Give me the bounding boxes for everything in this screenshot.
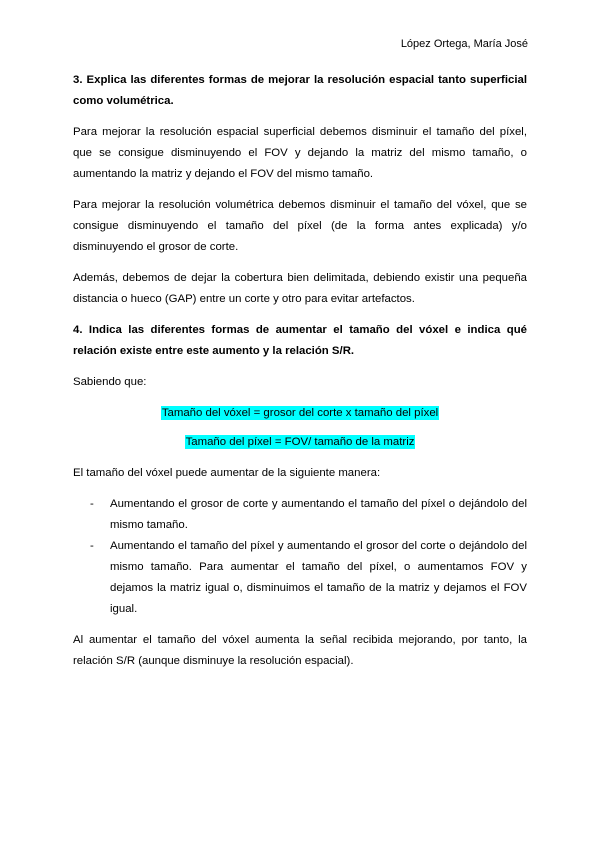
formula-pixel-row <box>73 432 527 453</box>
list-item <box>73 494 527 536</box>
list-dash: - <box>90 540 94 552</box>
list-item-text: Aumentando el tamaño del píxel y aumentando el grosor del corte o dejándolo del mismo tamaño. Para aumentar el tamaño del píxel, o aumentamos FOV y dejamos la matriz igual o, disminuimos el tamaño de la matriz y dejamos el FOV igual. <box>110 540 527 615</box>
list-item-text: Aumentando el grosor de corte y aumentando el tamaño del píxel o dejándolo del mismo tamaño. <box>110 498 527 531</box>
paragraph-intro: Sabiendo que: <box>73 376 147 388</box>
paragraph-list-intro: El tamaño del vóxel puede aumentar de la siguiente manera: <box>73 467 381 479</box>
formula-voxel-row <box>73 403 527 424</box>
voxel-increase-list <box>73 494 527 620</box>
formula-pixel-size: Tamaño del píxel = FOV/ tamaño de la matriz <box>185 436 415 448</box>
header-author: López Ortega, María José <box>400 38 528 50</box>
section-4-heading: 4. Indica las diferentes formas de aumentar el tamaño del vóxel e indica qué relación existe entre este aumento y la relación S/R. <box>73 324 527 357</box>
paragraph-coverage-gap: Además, debemos de dejar la cobertura bien delimitada, debiendo existir una pequeña distancia o hueco (GAP) entre un corte y otro para evitar artefactos. <box>73 272 527 305</box>
document-body <box>73 70 527 682</box>
paragraph-conclusion: Al aumentar el tamaño del vóxel aumenta la señal recibida mejorando, por tanto, la relación S/R (aunque disminuye la resolución espacial). <box>73 634 527 667</box>
list-item <box>73 536 527 620</box>
formula-voxel-size: Tamaño del vóxel = grosor del corte x tamaño del píxel <box>161 407 439 419</box>
list-dash: - <box>90 498 94 510</box>
paragraph-volumetric-resolution: Para mejorar la resolución volumétrica debemos disminuir el tamaño del vóxel, que se consigue disminuyendo el tamaño del píxel (de la forma antes explicada) y/o disminuyendo el grosor de corte. <box>73 199 527 253</box>
paragraph-surface-resolution: Para mejorar la resolución espacial superficial debemos disminuir el tamaño del píxel, que se consigue disminuyendo el FOV y dejando la matriz del mismo tamaño, o aumentando la matriz y dejando el FOV del mismo tamaño. <box>73 126 527 180</box>
section-3-heading: 3. Explica las diferentes formas de mejorar la resolución espacial tanto superficial como volumétrica. <box>73 74 527 107</box>
